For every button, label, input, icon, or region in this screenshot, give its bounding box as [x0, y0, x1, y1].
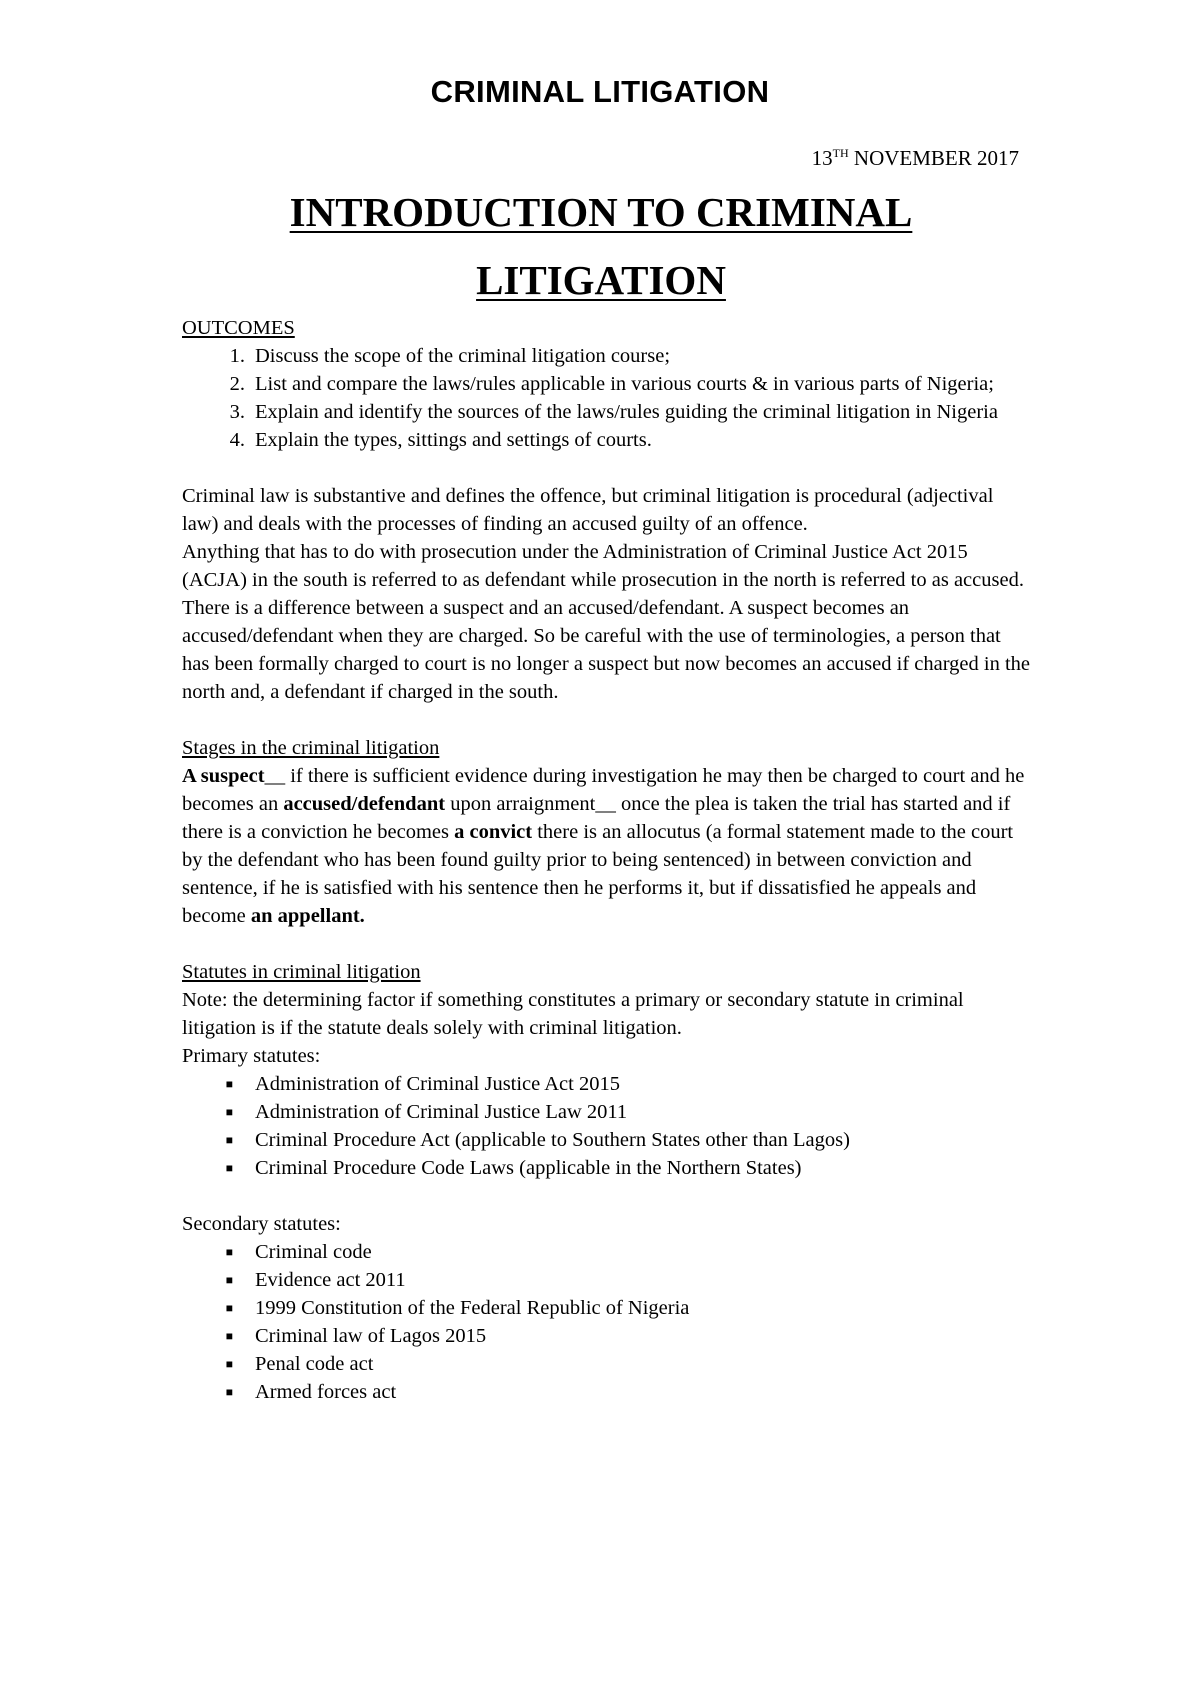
- primary-statutes-label: Primary statutes:: [182, 1045, 321, 1067]
- list-text: Discuss the scope of the criminal litigation course;: [255, 345, 671, 367]
- list-item: [182, 370, 1032, 398]
- square-bullet-icon: ■: [225, 1245, 233, 1259]
- page-title: [183, 178, 1019, 314]
- list-item: [182, 398, 1032, 426]
- list-number: 2.: [229, 373, 245, 395]
- list-item: [182, 1238, 1032, 1266]
- list-item: [182, 426, 1032, 454]
- document-header: CRIMINAL LITIGATION: [430, 74, 770, 109]
- bold-term: accused/defendant: [283, 793, 446, 815]
- list-number: 1.: [229, 345, 245, 367]
- bold-term: a convict: [454, 821, 533, 843]
- list-text: Penal code act: [255, 1353, 374, 1375]
- list-text: Explain the types, sittings and settings of courts.: [255, 429, 652, 451]
- list-text: 1999 Constitution of the Federal Republic of Nigeria: [255, 1297, 690, 1319]
- stages-paragraph: [182, 762, 1032, 930]
- primary-statutes-list: [182, 1070, 1032, 1182]
- list-item: [182, 342, 1032, 370]
- secondary-statutes-label: Secondary statutes:: [182, 1213, 341, 1235]
- list-text: Criminal Procedure Act (applicable to Southern States other than Lagos): [255, 1129, 850, 1151]
- outcomes-heading: OUTCOMES: [182, 317, 295, 339]
- list-item: [182, 1378, 1032, 1406]
- list-text: Evidence act 2011: [255, 1269, 406, 1291]
- square-bullet-icon: ■: [225, 1329, 233, 1343]
- list-text: Criminal code: [255, 1241, 372, 1263]
- list-text: Administration of Criminal Justice Law 2011: [255, 1101, 628, 1123]
- text-run: there is an allocutus (a formal statement made to the court by the defendant who has been found guilty prior to being sentenced) in between conviction and sentence, if he is satisfied with his sentence then he performs it, but if dissatisfied he appeals and become: [182, 821, 1014, 927]
- square-bullet-icon: ■: [225, 1161, 233, 1175]
- square-bullet-icon: ■: [225, 1133, 233, 1147]
- list-item: [182, 1350, 1032, 1378]
- list-item: [182, 1322, 1032, 1350]
- list-text: Explain and identify the sources of the laws/rules guiding the criminal litigation in Nigeria: [255, 401, 998, 423]
- date-day: 13: [811, 146, 833, 170]
- list-text: List and compare the laws/rules applicable in various courts & in various parts of Nigeria;: [255, 373, 994, 395]
- paragraph: Criminal law is substantive and defines the offence, but criminal litigation is procedural (adjectival law) and deals with the processes of finding an accused guilty of an offence.: [182, 485, 994, 535]
- list-number: 3.: [229, 401, 245, 423]
- list-text: Criminal Procedure Code Laws (applicable in the Northern States): [255, 1157, 802, 1179]
- date-line: [812, 146, 1019, 171]
- square-bullet-icon: ■: [225, 1385, 233, 1399]
- paragraph: Anything that has to do with prosecution under the Administration of Criminal Justice Act 2015 (ACJA) in the south is referred to as defendant while prosecution in the north is referred to as accused. There is a difference between a suspect and an accused/defendant. A suspect becomes an accused/defendant when they are charged. So be careful with the use of terminologies, a person that has been formally charged to court is no longer a suspect but now becomes an accused if charged in the north and, a defendant if charged in the south.: [182, 541, 1031, 703]
- secondary-statutes-list: [182, 1238, 1032, 1406]
- page-title-line-2: LITIGATION: [476, 257, 726, 303]
- statutes-heading: Statutes in criminal litigation: [182, 961, 421, 983]
- square-bullet-icon: ■: [225, 1301, 233, 1315]
- list-item: [182, 1126, 1032, 1154]
- bold-term: an appellant.: [250, 905, 365, 927]
- stages-heading: Stages in the criminal litigation: [182, 737, 440, 759]
- list-number: 4.: [229, 429, 245, 451]
- text-run: __ if there is sufficient evidence during investigation he may then be charged to court and he becomes an: [182, 765, 1025, 815]
- square-bullet-icon: ■: [225, 1273, 233, 1287]
- square-bullet-icon: ■: [225, 1105, 233, 1119]
- square-bullet-icon: ■: [225, 1077, 233, 1091]
- list-text: Administration of Criminal Justice Act 2015: [255, 1073, 620, 1095]
- list-item: [182, 1070, 1032, 1098]
- list-item: [182, 1098, 1032, 1126]
- page-title-line-1: INTRODUCTION TO CRIMINAL: [289, 189, 913, 235]
- bold-term: A suspect: [182, 765, 265, 787]
- statutes-note: Note: the determining factor if something constitutes a primary or secondary statute in criminal litigation is if the statute deals solely with criminal litigation.: [182, 989, 964, 1039]
- text-run: upon arraignment__ once the plea is taken the trial has started and if there is a conviction he becomes: [182, 793, 1011, 843]
- document-body: [182, 314, 1032, 1406]
- date-rest: NOVEMBER 2017: [848, 146, 1019, 170]
- square-bullet-icon: ■: [225, 1357, 233, 1371]
- list-item: [182, 1294, 1032, 1322]
- outcomes-list: [182, 342, 1032, 454]
- list-text: Criminal law of Lagos 2015: [255, 1325, 487, 1347]
- list-item: [182, 1154, 1032, 1182]
- list-item: [182, 1266, 1032, 1294]
- date-suffix: TH: [832, 146, 849, 160]
- list-text: Armed forces act: [255, 1381, 397, 1403]
